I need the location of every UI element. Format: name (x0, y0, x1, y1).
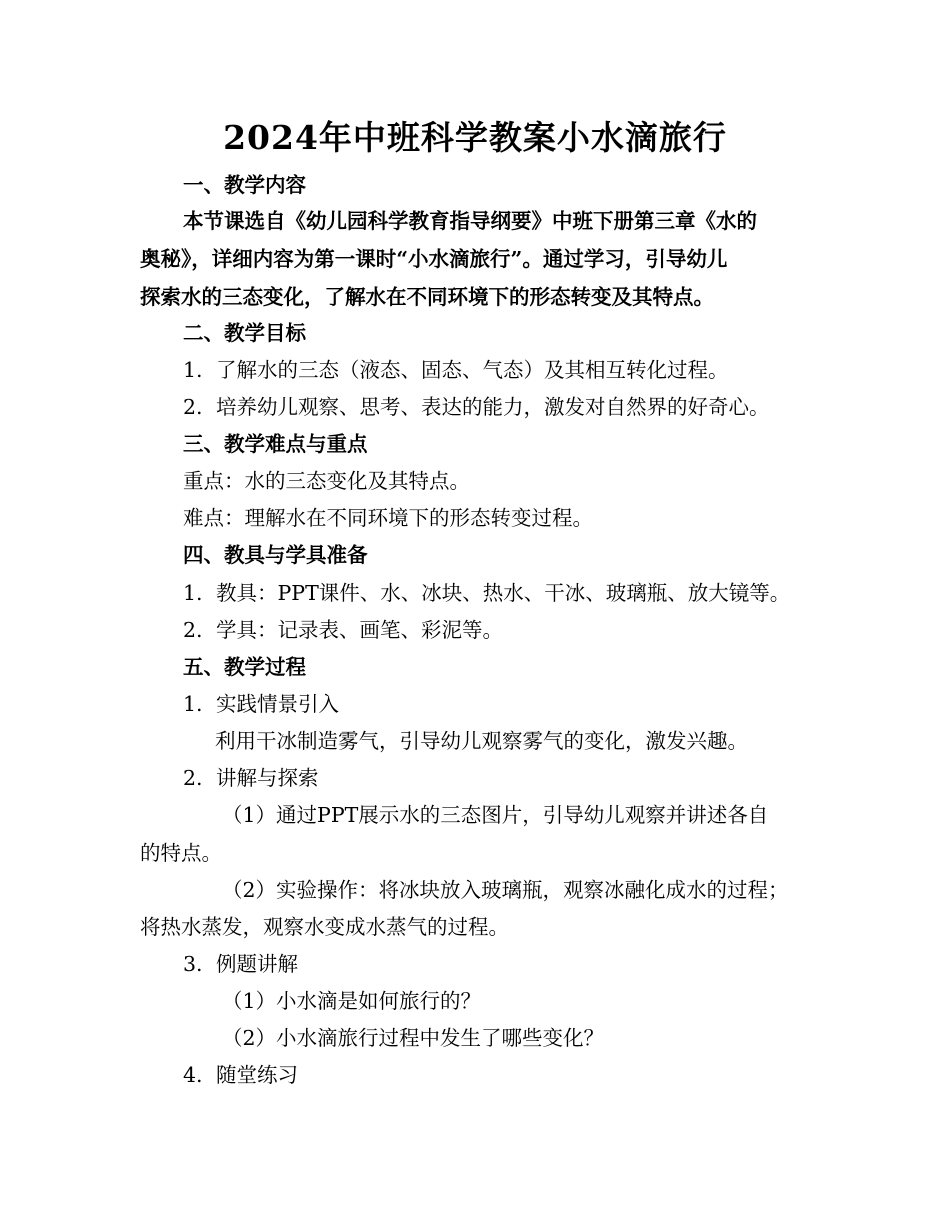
list-number: 4. (183, 1063, 203, 1087)
list-text: 学具：记录表、画笔、彩泥等。 (216, 618, 503, 642)
list-number: 2. (183, 618, 203, 642)
section-heading-materials: 四、教具与学具准备 (183, 543, 368, 567)
section-heading-goals: 二、教学目标 (183, 321, 306, 345)
section-heading-content: 一、教学内容 (183, 173, 306, 197)
step-1-text: 利用干冰制造雾气，引导幼儿观察雾气的变化，激发兴趣。 (215, 729, 748, 753)
step-2-sub-1-line-1: （1）通过PPT展示水的三态图片，引导幼儿观察并讲述各自 (222, 803, 769, 827)
list-number: 2. (183, 766, 203, 790)
step-2-sub-1-line-2: 的特点。 (140, 841, 222, 865)
section-heading-process: 五、教学过程 (183, 655, 306, 679)
step-label: 实践情景引入 (216, 692, 339, 716)
list-text: 教具：PPT课件、水、冰块、热水、干冰、玻璃瓶、放大镜等。 (216, 581, 791, 605)
material-item (183, 580, 790, 606)
list-text: 了解水的三态（液态、固态、气态）及其相互转化过程。 (216, 358, 729, 382)
example-question-1: （1）小水滴是如何旅行的？ (222, 989, 482, 1013)
goal-item (183, 394, 770, 420)
step-2-sub-2-line-2: 将热水蒸发，观察水变成水蒸气的过程。 (140, 915, 509, 939)
difficulty-text: 难点：理解水在不同环境下的形态转变过程。 (183, 506, 593, 530)
process-step-1 (183, 691, 339, 717)
example-question-2: （2）小水滴旅行过程中发生了哪些变化？ (222, 1026, 605, 1050)
process-step-4 (183, 1062, 298, 1088)
list-number: 1. (183, 358, 203, 382)
list-number: 2. (183, 395, 203, 419)
list-text: 培养幼儿观察、思考、表达的能力，激发对自然界的好奇心。 (216, 395, 770, 419)
list-number: 3. (183, 952, 203, 976)
content-paragraph-line-1: 本节课选自《幼儿园科学教育指导纲要》中班下册第三章《水的 (183, 209, 757, 233)
list-number: 1. (183, 581, 203, 605)
focus-text: 重点：水的三态变化及其特点。 (183, 469, 470, 493)
section-heading-key-points: 三、教学难点与重点 (183, 432, 368, 456)
material-item (183, 617, 503, 643)
process-step-3 (183, 951, 298, 977)
document-title: 2024年中班科学教案小水滴旅行 (223, 118, 727, 157)
step-2-sub-2-line-1: （2）实验操作：将冰块放入玻璃瓶，观察冰融化成水的过程； (222, 878, 789, 902)
goal-item (183, 357, 729, 383)
content-paragraph-line-2: 奥秘》，详细内容为第一课时“小水滴旅行”。通过学习，引导幼儿 (140, 247, 728, 271)
list-number: 1. (183, 692, 203, 716)
process-step-2 (183, 765, 319, 791)
step-label: 例题讲解 (216, 952, 298, 976)
step-label: 讲解与探索 (216, 766, 319, 790)
step-label: 随堂练习 (216, 1063, 298, 1087)
content-paragraph-line-3: 探索水的三态变化，了解水在不同环境下的形态转变及其特点。 (140, 285, 714, 309)
